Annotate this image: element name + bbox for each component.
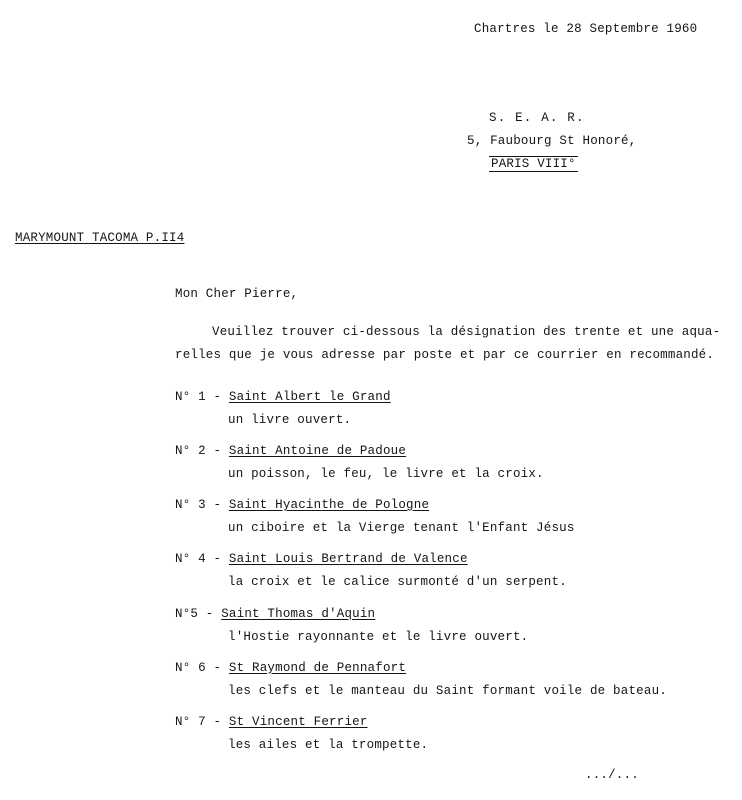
item-number: N°5 - — [175, 607, 214, 621]
intro-line-2: relles que je vous adresse par poste et par ce courrier en recommandé. — [175, 348, 715, 362]
list-item-title — [175, 552, 468, 566]
item-number: N° 4 - — [175, 552, 222, 566]
list-item-description: la croix et le calice surmonté d'un serpent. — [228, 575, 567, 589]
item-saint-name: Saint Louis Bertrand de Valence — [228, 552, 468, 566]
intro-line-1: Veuillez trouver ci-dessous la désignation des trente et une aqua- — [212, 325, 721, 339]
recipient-name: S. E. A. R. — [489, 111, 585, 125]
salutation: Mon Cher Pierre, — [175, 287, 299, 301]
list-item-description: les ailes et la trompette. — [228, 738, 429, 752]
item-number: N° 2 - — [175, 444, 222, 458]
list-item-description: l'Hostie rayonnante et le livre ouvert. — [228, 630, 529, 644]
item-saint-name: Saint Albert le Grand — [228, 390, 391, 404]
recipient-city — [489, 157, 578, 171]
continued-marker: .../... — [585, 768, 639, 782]
list-item-title — [175, 661, 406, 675]
reference-line: MARYMOUNT TACOMA P.II4 — [15, 231, 185, 245]
item-saint-name: Saint Thomas d'Aquin — [221, 607, 376, 621]
list-item-title — [175, 444, 406, 458]
list-item-description: les clefs et le manteau du Saint formant voile de bateau. — [228, 684, 667, 698]
item-saint-name: St Vincent Ferrier — [228, 715, 368, 729]
item-saint-name: Saint Hyacinthe de Pologne — [228, 498, 430, 512]
recipient-city-text: PARIS VIII° — [491, 157, 576, 171]
item-number: N° 7 - — [175, 715, 222, 729]
item-saint-name: Saint Antoine de Padoue — [228, 444, 407, 458]
list-item-title — [175, 607, 375, 621]
list-item-description: un poisson, le feu, le livre et la croix. — [228, 467, 544, 481]
recipient-street: 5, Faubourg St Honoré, — [467, 134, 637, 148]
list-item-description: un livre ouvert. — [228, 413, 352, 427]
list-item-title — [175, 498, 429, 512]
item-number: N° 3 - — [175, 498, 222, 512]
list-item-title — [175, 390, 391, 404]
item-number: N° 1 - — [175, 390, 222, 404]
list-item-title — [175, 715, 368, 729]
list-item-description: un ciboire et la Vierge tenant l'Enfant Jésus — [228, 521, 575, 535]
date-line: Chartres le 28 Septembre 1960 — [474, 22, 698, 36]
item-saint-name: St Raymond de Pennafort — [228, 661, 407, 675]
item-number: N° 6 - — [175, 661, 222, 675]
